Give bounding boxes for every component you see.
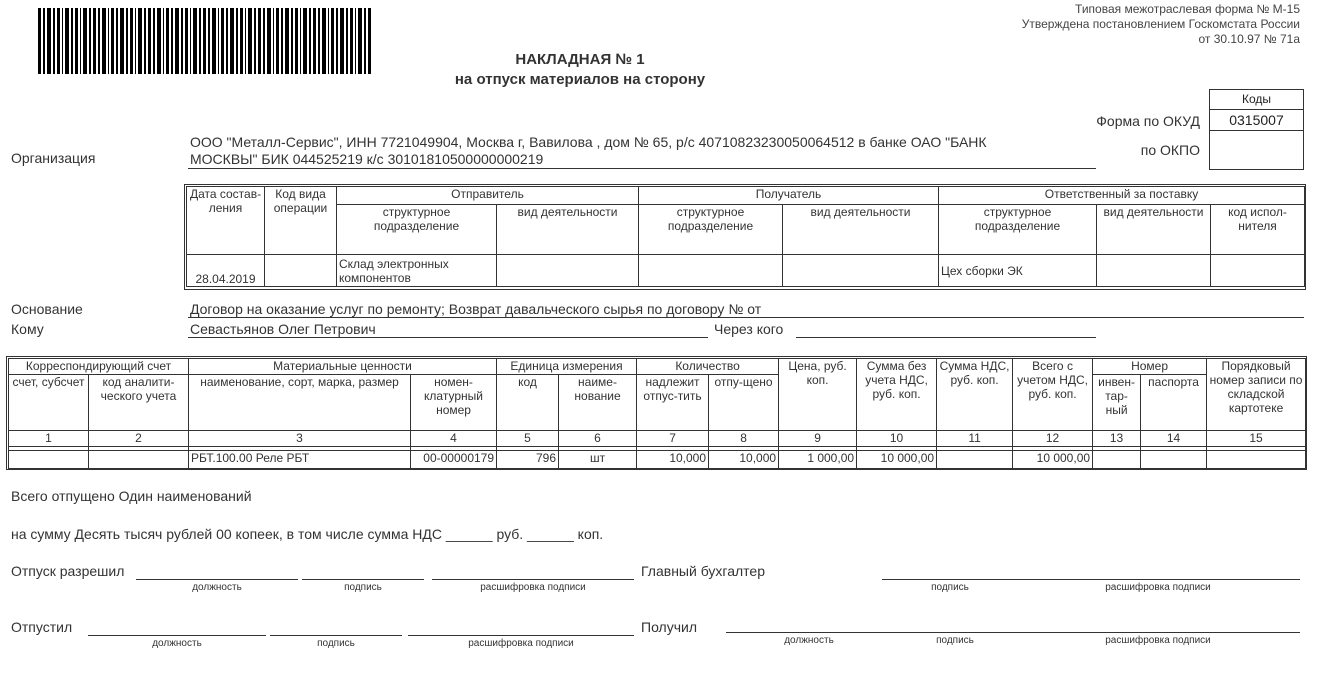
- col-num: 9: [779, 431, 857, 447]
- col-num: 6: [559, 431, 637, 447]
- codes-header: Коды: [1210, 90, 1303, 110]
- to-whom-value: Севастьянов Олег Петрович: [190, 321, 376, 337]
- sender-activity-header: вид деятельности: [497, 205, 639, 255]
- summary-count: Всего отпущено Один наименований: [11, 488, 252, 504]
- col-num: 7: [637, 431, 709, 447]
- name-header: наименование, сорт, марка, размер: [189, 375, 411, 431]
- release-position-line: [136, 579, 298, 580]
- col-num: 3: [189, 431, 411, 447]
- resp-exec-cell: [1211, 255, 1305, 287]
- released-decoding-caption: расшифровка подписи: [468, 638, 574, 649]
- resp-struct-header: структурное подразделение: [939, 205, 1097, 255]
- qty-due-cell: 10,000: [637, 451, 709, 469]
- released-position-caption: должность: [152, 638, 202, 649]
- col-num: 10: [857, 431, 937, 447]
- codes-box: [1209, 89, 1304, 170]
- release-position-caption: должность: [192, 582, 242, 593]
- chief-signature-line: [882, 579, 1300, 580]
- released-decoding-line: [408, 635, 634, 636]
- col-num: 2: [89, 431, 189, 447]
- resp-activity-header: вид деятельности: [1097, 205, 1211, 255]
- unit-name-cell: шт: [559, 451, 637, 469]
- order-cell: [1207, 451, 1306, 469]
- released-label: Отпустил: [11, 619, 73, 635]
- chief-decoding-caption: расшифровка подписи: [1105, 582, 1211, 593]
- resp-exec-header: код испол-нителя: [1211, 205, 1305, 255]
- receiver-activity-header: вид деятельности: [783, 205, 939, 255]
- okpo-value: [1210, 131, 1303, 169]
- passport-cell: [1141, 451, 1207, 469]
- date-cell: 28.04.2019: [187, 255, 265, 287]
- okpo-label: по ОКПО: [1140, 142, 1200, 158]
- via-label: Через кого: [714, 321, 784, 337]
- name-cell: РБТ.100.00 Реле РБТ: [189, 451, 411, 469]
- analytic-cell: [89, 451, 189, 469]
- via-underline: [796, 337, 1096, 338]
- col-num: 11: [937, 431, 1013, 447]
- received-signature-line: [892, 632, 1018, 633]
- unit-name-header: наиме-нование: [559, 375, 637, 431]
- organization-line-2: МОСКВЫ" БИК 044525219 к/с 30101810500000000219: [190, 151, 544, 167]
- col-num: 15: [1207, 431, 1306, 447]
- to-whom-label: Кому: [11, 321, 44, 337]
- price-cell: 1 000,00: [779, 451, 857, 469]
- form-line-1: Типовая межотраслевая форма № М-15: [1075, 2, 1300, 16]
- passport-header: паспорта: [1141, 375, 1207, 431]
- inventory-header: инвен-тар-ный: [1093, 375, 1141, 431]
- qty-due-header: надлежит отпус-тить: [637, 375, 709, 431]
- total-cell: 10 000,00: [1013, 451, 1093, 469]
- materials-table: [8, 358, 1306, 469]
- chief-signature-caption: подпись: [931, 582, 969, 593]
- account-sub-header: счет, субсчет: [9, 375, 89, 431]
- price-header: Цена, руб. коп.: [779, 359, 857, 431]
- account-header: Корреспондирующий счет: [9, 359, 189, 375]
- qty-rel-cell: 10,000: [709, 451, 779, 469]
- account-cell: [9, 451, 89, 469]
- title-line-1: НАКЛАДНАЯ № 1: [515, 51, 645, 68]
- form-line-2: Утверждена постановлением Госкомстата России: [1021, 17, 1300, 31]
- nomen-header: номен-клатурный номер: [411, 375, 497, 431]
- to-whom-underline: [188, 337, 708, 338]
- sum-novat-cell: 10 000,00: [857, 451, 937, 469]
- nomen-cell: 00-00000179: [411, 451, 497, 469]
- col-num: 12: [1013, 431, 1093, 447]
- number-header: Номер: [1093, 359, 1207, 375]
- unit-header: Единица измерения: [497, 359, 637, 375]
- release-decoding-line: [432, 579, 634, 580]
- col-num: 14: [1141, 431, 1207, 447]
- sender-struct-header: структурное подразделение: [337, 205, 497, 255]
- col-num: 5: [497, 431, 559, 447]
- basis-underline: [188, 317, 1304, 318]
- document-title: [380, 50, 780, 90]
- col-date-header: Дата состав-ления: [187, 187, 265, 255]
- column-numbers-row: [9, 431, 1306, 447]
- release-signature-caption: подпись: [344, 582, 382, 593]
- analytic-header: код аналити-ческого учета: [89, 375, 189, 431]
- released-signature-line: [270, 635, 402, 636]
- vat-header: Сумма НДС, руб. коп.: [937, 359, 1013, 431]
- received-signature-caption: подпись: [936, 635, 974, 646]
- col-opcode-header: Код вида операции: [265, 187, 337, 255]
- unit-code-cell: 796: [497, 451, 559, 469]
- received-position-caption: должность: [784, 635, 834, 646]
- basis-value: Договор на оказание услуг по ремонту; Возврат давальческого сырья по договору № от: [190, 301, 762, 317]
- barcode-image: [38, 8, 372, 76]
- received-decoding-caption: расшифровка подписи: [1105, 635, 1211, 646]
- basis-label: Основание: [11, 301, 83, 317]
- receiver-activity-cell: [783, 255, 939, 287]
- sender-activity-cell: [497, 255, 639, 287]
- col-num: 4: [411, 431, 497, 447]
- col-num: 1: [9, 431, 89, 447]
- okud-value: 0315007: [1210, 110, 1303, 131]
- sender-unit-cell: Склад электронных компонентов: [337, 255, 497, 287]
- inventory-cell: [1093, 451, 1141, 469]
- release-allowed-label: Отпуск разрешил: [11, 563, 125, 579]
- unit-code-header: код: [497, 375, 559, 431]
- form-line-3: от 30.10.97 № 71а: [1198, 32, 1300, 46]
- receiver-struct-header: структурное подразделение: [639, 205, 783, 255]
- release-decoding-caption: расшифровка подписи: [480, 582, 586, 593]
- receiver-unit-cell: [639, 255, 783, 287]
- qty-header: Количество: [637, 359, 779, 375]
- received-decoding-line: [1018, 632, 1300, 633]
- organization-line-1: ООО "Металл-Сервис", ИНН 7721049904, Москва г, Вавилова , дом № 65, р/с 40710823230050064512 в банке ОАО "БАНК: [190, 134, 987, 150]
- sender-receiver-table: [186, 186, 1305, 287]
- chief-accountant-label: Главный бухгалтер: [641, 563, 765, 579]
- order-header: Порядковый номер записи по складской картотеке: [1207, 359, 1306, 431]
- form-info: [1022, 2, 1300, 47]
- summary-amount: на сумму Десять тысяч рублей 00 копеек, в том числе сумма НДС ______ руб. ______ коп.: [11, 526, 604, 542]
- organization-underline: [188, 168, 1096, 169]
- organization-label: Организация: [11, 150, 96, 166]
- qty-rel-header: отпу-щено: [709, 375, 779, 431]
- received-position-line: [726, 632, 892, 633]
- vat-cell: [937, 451, 1013, 469]
- organization-value: [190, 134, 1090, 168]
- table-row: [9, 451, 1306, 469]
- resp-activity-cell: [1097, 255, 1211, 287]
- responsible-header: Ответственный за поставку: [939, 187, 1305, 205]
- total-header: Всего с учетом НДС, руб. коп.: [1013, 359, 1093, 431]
- opcode-cell: [265, 255, 337, 287]
- release-signature-line: [302, 579, 424, 580]
- receiver-header: Получатель: [639, 187, 939, 205]
- resp-unit-cell: Цех сборки ЭК: [939, 255, 1097, 287]
- okud-label: Форма по ОКУД: [1096, 113, 1200, 129]
- sum-novat-header: Сумма без учета НДС, руб. коп.: [857, 359, 937, 431]
- title-line-2: на отпуск материалов на сторону: [454, 71, 706, 88]
- col-num: 13: [1093, 431, 1141, 447]
- materials-header: Материальные ценности: [189, 359, 497, 375]
- received-label: Получил: [641, 619, 697, 635]
- col-num: 8: [709, 431, 779, 447]
- sender-header: Отправитель: [337, 187, 639, 205]
- released-signature-caption: подпись: [317, 638, 355, 649]
- released-position-line: [88, 635, 266, 636]
